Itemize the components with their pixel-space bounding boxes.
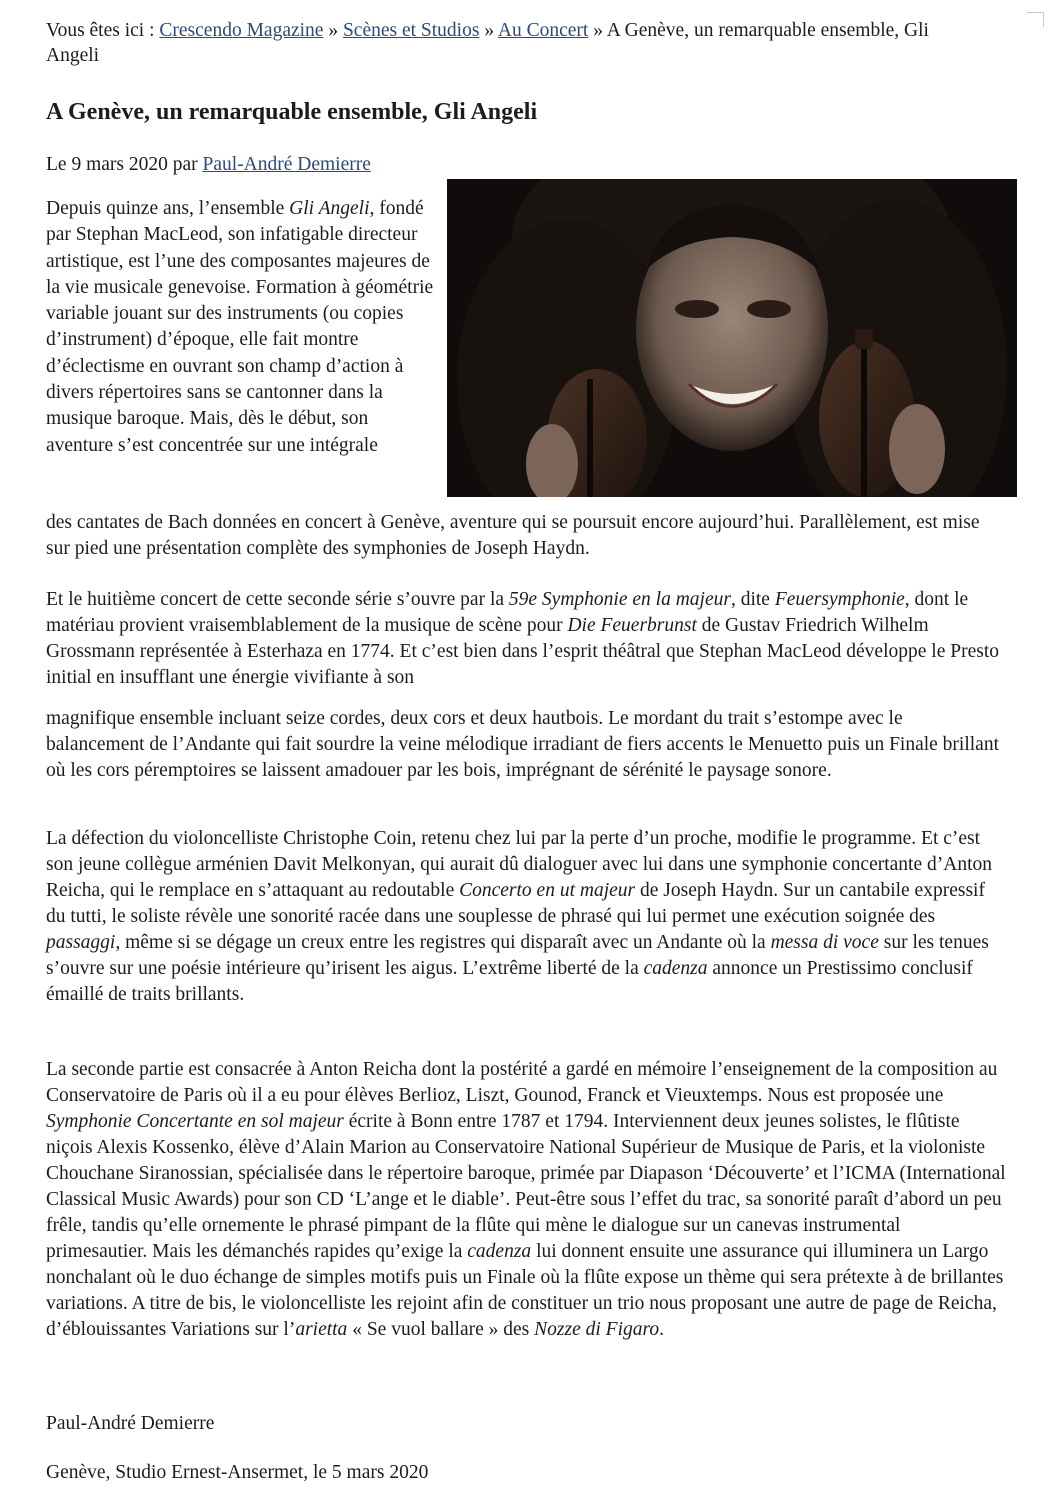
author-signature: Paul-André Demierre [46,1413,215,1434]
work-title: Nozze di Figaro [534,1319,660,1340]
work-title: Concerto en ut majeur [459,880,636,901]
breadcrumb-separator: » [588,20,607,41]
italic-term: cadenza [643,958,708,979]
breadcrumb-link-concert[interactable]: Au Concert [497,20,589,41]
italic-term: cadenza [467,1241,532,1262]
paragraph-text: lui donnent ensuite une assurance qui illuminera un Largo nonchalant où le duo échange de simples motifs puis un Finale où la flûte expose un thème qui sera prétexte à de brillantes variations. A titre de bis, le violoncelliste les rejoint afin de constituer un trio nous proposant une autre de page de Reicha, d’éblouissantes Variations sur l’ [46,1241,1004,1340]
article-title: A Genève, un remarquable ensemble, Gli Angeli [46,99,538,125]
paragraph-text: « Se vuol ballare » des [347,1319,535,1340]
paragraph-haydn-symphony [46,587,1006,691]
paragraph-cello-concerto [46,826,1006,1008]
breadcrumb [46,18,966,68]
paragraph-text: . [659,1319,664,1340]
work-title: 59e Symphonie en la majeur [508,589,731,610]
ensemble-name: Gli Angeli [289,198,370,219]
paragraph-text: de Gustav Friedrich Wilhelm Grossmann représentée à Esterhaza en 1774. Et c’est bien dans l’esprit théâtral que Stephan MacLeod développe le Presto initial en insufflant une énergie vivifiante à son [46,615,999,688]
italic-term: messa di voce [770,932,879,953]
breadcrumb-prefix: Vous êtes ici : [46,20,160,41]
breadcrumb-separator: » [479,20,498,41]
paragraph-intro-text: Depuis quinze ans, l’ensemble [46,198,290,219]
paragraph-text: de Joseph Haydn. Sur un cantabile expressif du tutti, le soliste révèle une sonorité racée dans une souplesse de phrasé qui lui permet une exécution soignée des [46,880,985,927]
article-byline [46,152,371,178]
paragraph-text: Et le huitième concert de cette seconde série s’ouvre par la [46,589,509,610]
breadcrumb-current: A Genève, un remarquable ensemble, Gli Angeli [46,20,929,66]
paragraph-text: La défection du violoncelliste Christophe Coin, retenu chez lui par la perte d’un proche, modifie le programme. Et c’est son jeune collègue arménien Davit Melkonyan, qui aurait dû dialoguer avec lui dans une symphonie concertante d’Anton Reicha, qui le remplace en s’attaquant au redoutable [46,828,992,901]
work-title: Feuersymphonie [774,589,905,610]
italic-term: passaggi [46,932,116,953]
breadcrumb-separator: » [323,20,343,41]
paragraph-text: des cantates de Bach données en concert à Genève, aventure qui se poursuit encore aujourd’hui. Parallèlement, est mise sur pied une présentation complète des symphonies de Joseph Haydn. [46,512,980,559]
portrait-photo [447,179,1017,497]
paragraph-intro-continued [46,510,1006,562]
paragraph-haydn-symphony-continued [46,706,1006,784]
author-link[interactable]: Paul-André Demierre [202,154,371,175]
paragraph-intro [46,196,438,459]
paragraph-text: , dite [730,589,775,610]
breadcrumb-link-scenes[interactable]: Scènes et Studios [342,20,480,41]
italic-term: arietta [295,1319,348,1340]
breadcrumb-link-crescendo[interactable]: Crescendo Magazine [159,20,324,41]
paragraph-text: magnifique ensemble incluant seize cordes, deux cors et deux hautbois. Le mordant du trait s’estompe avec le balancement de l’Andante qui fait sourdre la veine mélodique irradiant de fiers accents le Menuetto puis un Finale brillant où les cors péremptoires se laissent amadouer par les bois, imprégnant de sérénité le paysage sonore. [46,708,1000,781]
scan-corner-mark [1027,12,1044,27]
paragraph-intro-text: , fondé par Stephan MacLeod, son infatigable directeur artistique, est l’une des composantes majeures de la vie musicale genevoise. Formation à géométrie variable jouant sur des instruments (ou copies d’instrument) d’époque, elle fait montre d’éclectisme en ouvrant son champ d’action à divers répertoires sans se cantonner dans la musique baroque. Mais, dès le début, son aventure s’est concentrée sur une intégrale [46,198,434,456]
paragraph-text: , même si se dégage un creux entre les registres qui disparaît avec un Andante où la [115,932,771,953]
paragraph-text: écrite à Bonn entre 1787 et 1794. Interviennent deux jeunes solistes, le flûtiste niçois Alexis Kossenko, élève d’Alain Marion au Conservatoire National Supérieur de Musique de Paris, et la violoniste Chouchane Siranossian, spécialisée dans le répertoire baroque, primée par Diapason ‘Découverte’ et l’ICMA (International Classical Music Awards) pour son CD ‘L’ange et le diable’. Peut-être sous l’effet du trac, sa sonorité paraît d’abord un peu frêle, tandis qu’elle ornemente le phrasé pimpant de la flûte qui mène le dialogue sur un canevas instrumental primesautier. Mais les démanchés rapides qu’exige la [46,1111,1006,1262]
paragraph-text: , dont le matériau provient vraisemblablement de la musique de scène pour [46,589,969,636]
violinist-portrait-image [447,179,1017,497]
paragraph-reicha [46,1057,1006,1343]
article-date: Le 9 mars 2020 par [46,154,203,175]
concert-place-date: Genève, Studio Ernest-Ansermet, le 5 mars 2020 [46,1462,429,1483]
paragraph-text: annonce un Prestissimo conclusif émaillé de traits brillants. [46,958,973,1005]
work-title: Symphonie Concertante en sol majeur [46,1111,344,1132]
paragraph-text: sur les tenues s’ouvre sur une poésie intérieure qu’irisent les aigus. L’extrême liberté de la [46,932,989,979]
paragraph-text: La seconde partie est consacrée à Anton Reicha dont la postérité a gardé en mémoire l’enseignement de la composition au Conservatoire de Paris où il a eu pour élèves Berlioz, Liszt, Gounod, Franck et Vieuxtemps. Nous est proposée une [46,1059,998,1106]
work-title: Die Feuerbrunst [567,615,697,636]
